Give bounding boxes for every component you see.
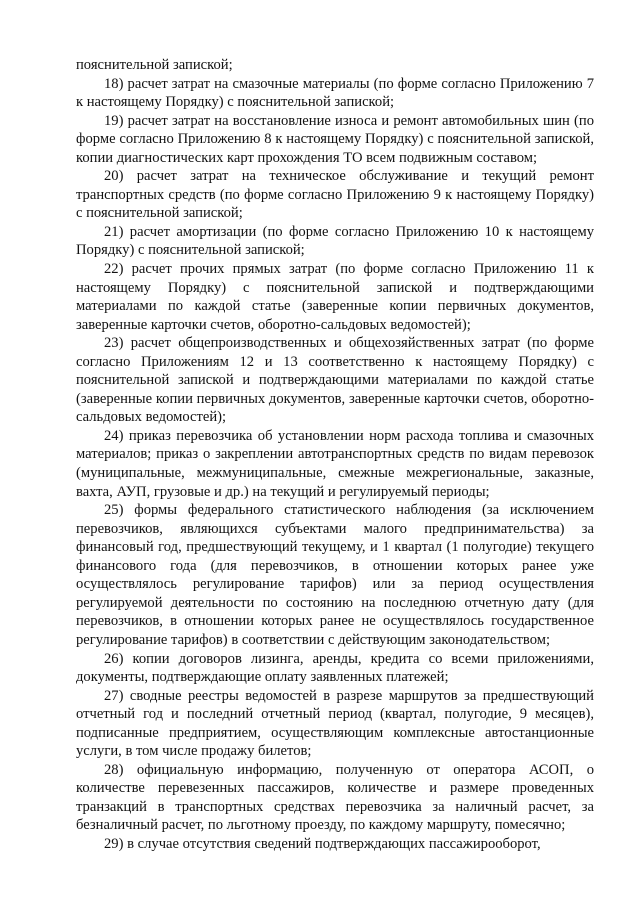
list-item-20: 20) расчет затрат на техническое обслуживание и текущий ремонт транспортных средств (по форме согласно Приложению 9 к настоящему Порядку) с пояснительной запиской; bbox=[76, 168, 594, 222]
document-page bbox=[76, 56, 594, 854]
list-item-19: 19) расчет затрат на восстановление износа и ремонт автомобильных шин (по форме согласно Приложению 8 к настоящему Порядку) с пояснительной запиской, копии диагностических карт прохождения ТО всем подвижным составом; bbox=[76, 112, 594, 166]
list-item-23: 23) расчет общепроизводственных и общехозяйственных затрат (по форме согласно Приложениям 12 и 13 соответственно к настоящему Порядку) с пояснительной запиской и подтверждающими материалами по каждой статье (заверенные копии первичных документов, заверенные карточки счетов, оборотно-сальдовых ведомостей); bbox=[76, 335, 594, 426]
list-item-25: 25) формы федерального статистического наблюдения (за исключением перевозчиков, являющихся субъектами малого предпринимательства) за финансовый год, предшествующий текущему, и 1 квартал (1 полугодие) текущего финансового года (для перевозчиков, в отношении которых ранее уже осуществлялось регулирование тарифов) или за период осуществления регулируемой деятельности по состоянию на последнюю отчетную дату (для перевозчиков, в отношении которых ранее не осуществлялось государственное регулирование тарифов) в соответствии с действующим законодательством; bbox=[76, 502, 594, 648]
list-item-27: 27) сводные реестры ведомостей в разрезе маршрутов за предшествующий отчетный год и последний отчетный период (квартал, полугодие, 9 месяцев), подписанные предприятием, осуществляющим комплексные автостанционные услуги, в том числе продажу билетов; bbox=[76, 687, 594, 760]
list-item-24: 24) приказ перевозчика об установлении норм расхода топлива и смазочных материалов; приказ о закреплении автотранспортных средств по видам перевозок (муниципальные, межмуниципальные, смежные межрегиональные, заказные, вахта, АУП, грузовые и др.) на текущий и регулируемый периоды; bbox=[76, 427, 594, 500]
list-item-21: 21) расчет амортизации (по форме согласно Приложению 10 к настоящему Порядку) с пояснительной запиской; bbox=[76, 223, 594, 259]
list-item-28: 28) официальную информацию, полученную от оператора АСОП, о количестве перевезенных пассажиров, количестве и размере проведенных транзакций в транспортных средствах перевозчика за наличный расчет, за безналичный расчет, по льготному проезду, по каждому маршруту, помесячно; bbox=[76, 761, 594, 834]
list-item-29: 29) в случае отсутствия сведений подтверждающих пассажирооборот, bbox=[104, 835, 541, 852]
list-item-18: 18) расчет затрат на смазочные материалы (по форме согласно Приложению 7 к настоящему Порядку) с пояснительной запиской; bbox=[76, 75, 594, 111]
list-item-22: 22) расчет прочих прямых затрат (по форме согласно Приложению 11 к настоящему Порядку) с пояснительной запиской и подтверждающими материалами по каждой статье (заверенные копии первичных документов, заверенные карточки счетов, оборотно-сальдовых ведомостей); bbox=[76, 261, 594, 333]
list-item-26: 26) копии договоров лизинга, аренды, кредита со всеми приложениями, документы, подтверждающие оплату заявленных платежей; bbox=[76, 650, 594, 686]
paragraph-continuation: пояснительной запиской; bbox=[76, 57, 233, 73]
